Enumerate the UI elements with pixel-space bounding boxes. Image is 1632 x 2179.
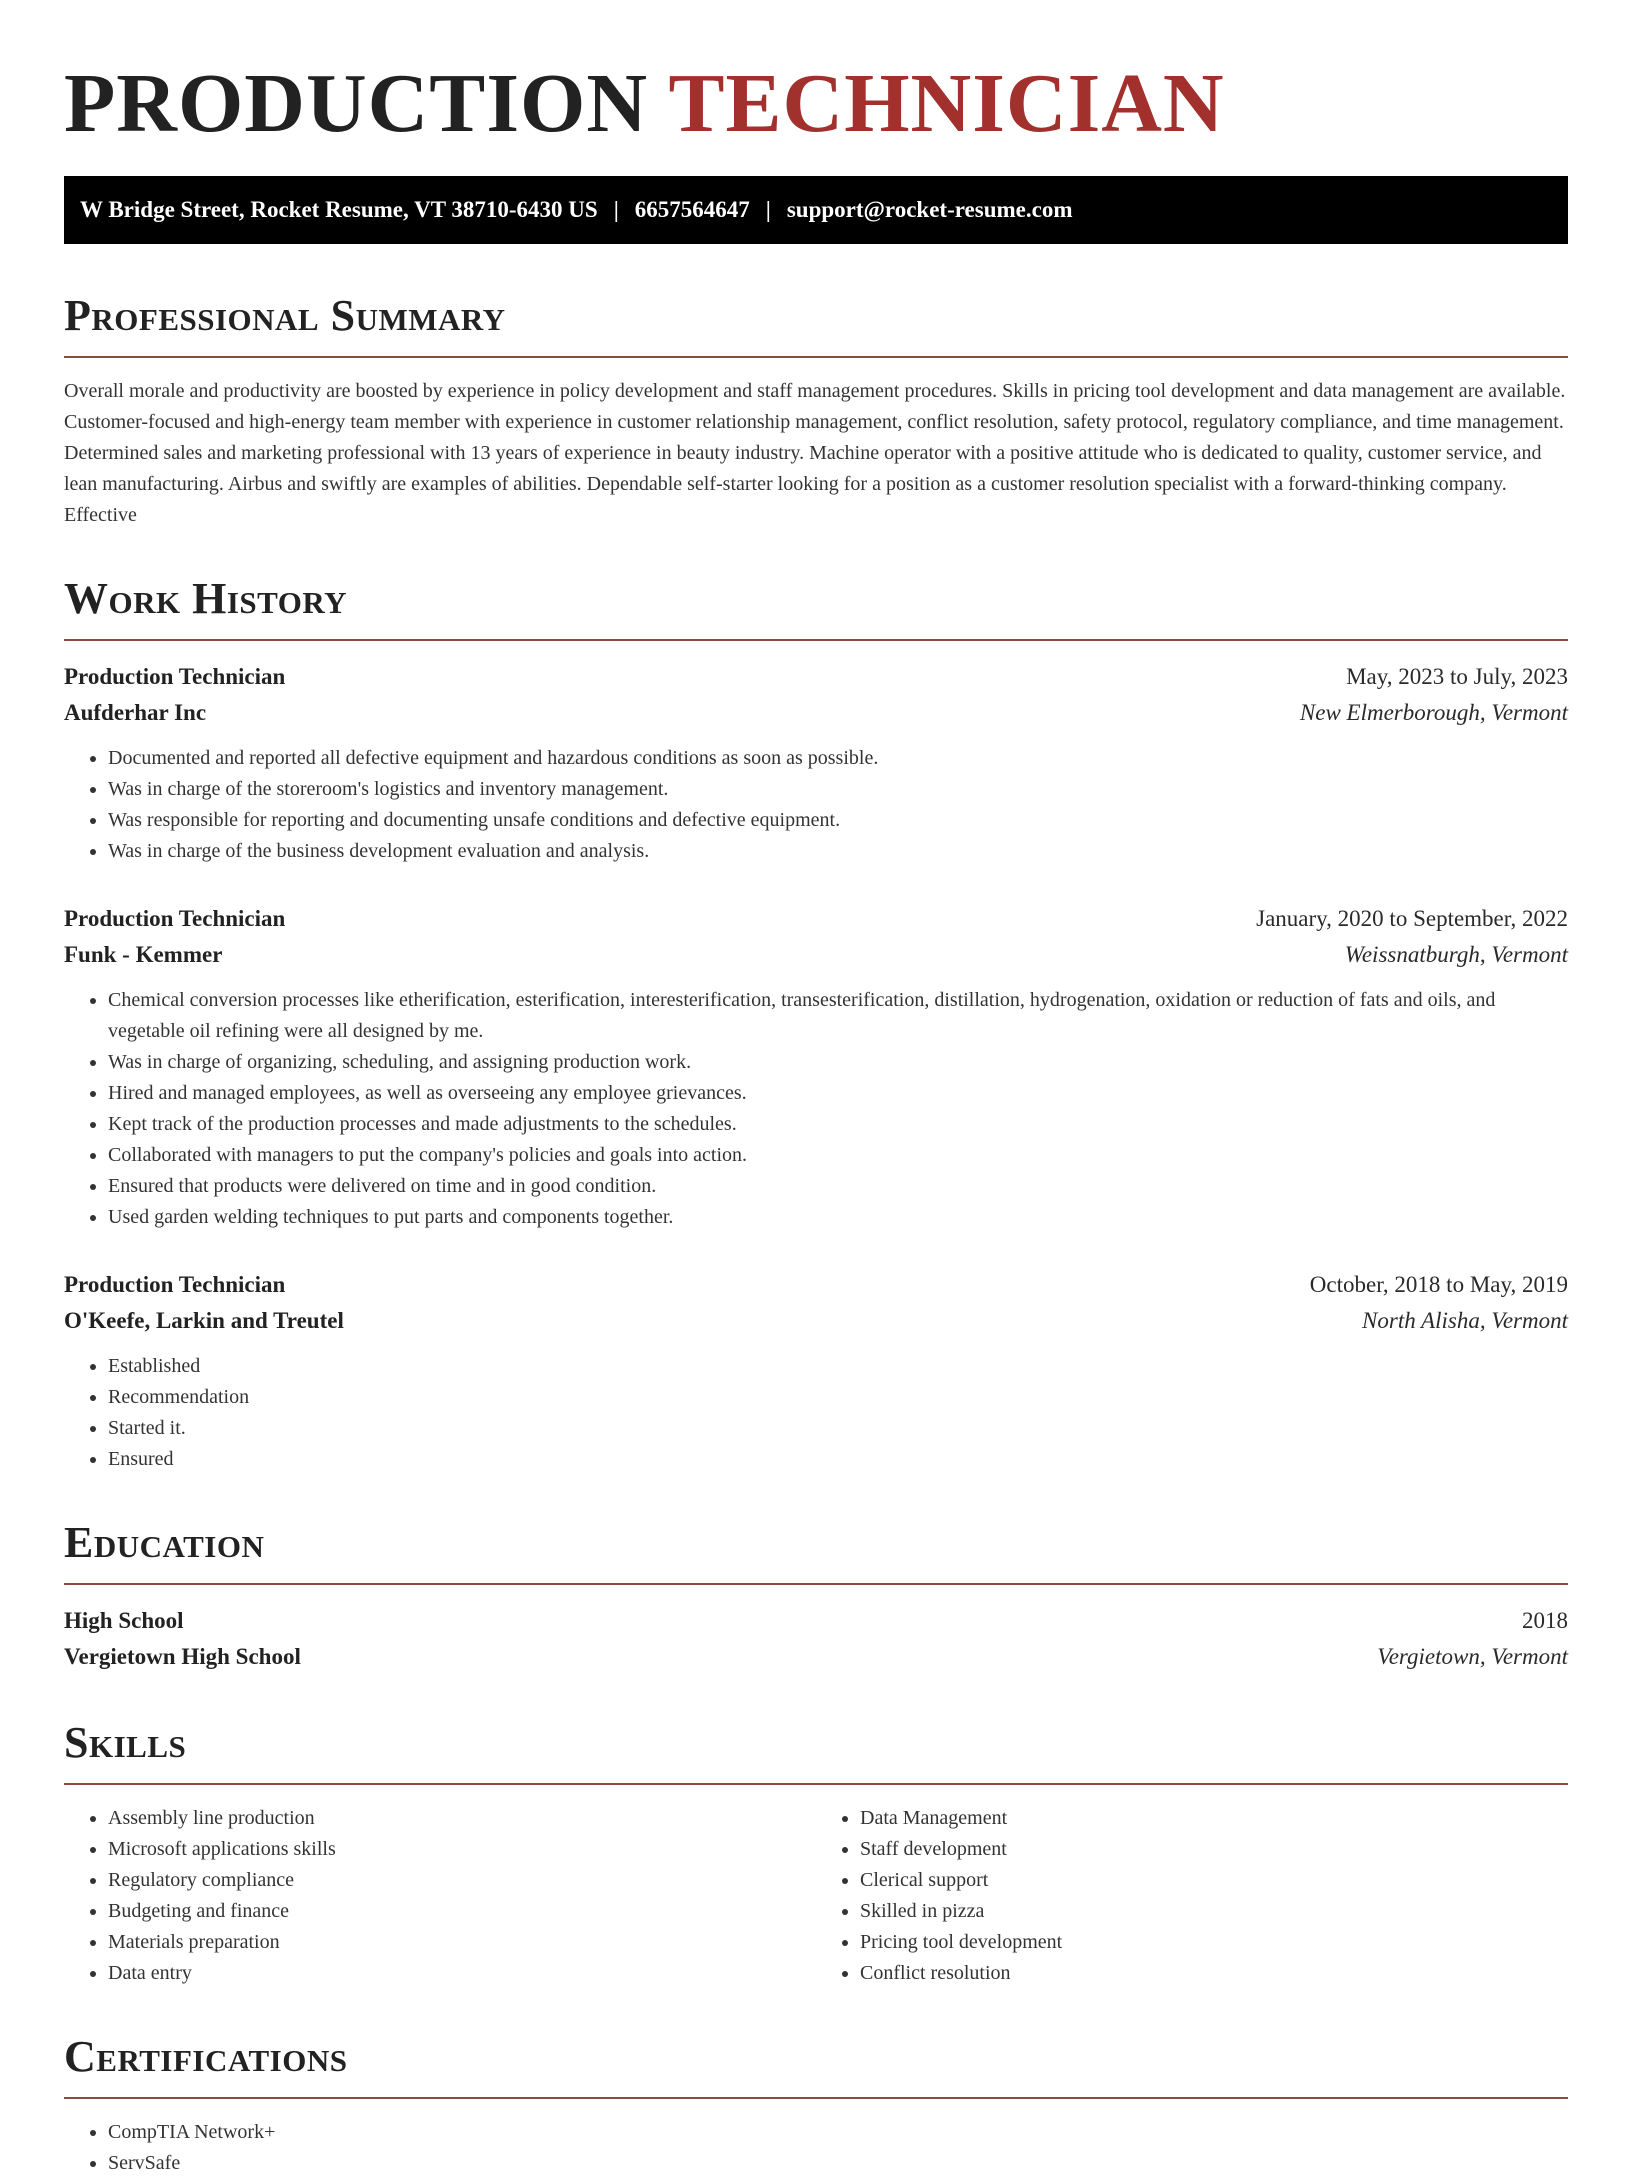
job-dates: January, 2020 to September, 2022 <box>1256 906 1568 931</box>
job-company: Aufderhar Inc <box>64 700 207 725</box>
job-header-row <box>64 659 1568 695</box>
contact-separator: | <box>613 197 619 222</box>
job-company-row <box>64 1303 1568 1339</box>
job-bullet: • Collaborated with managers to put the company's policies and goals into action. <box>108 1140 1568 1171</box>
job-bullet-list <box>64 743 1568 867</box>
skill-item: • Regulatory compliance <box>108 1865 816 1896</box>
job-bullet: • Was in charge of the storeroom's logistics and inventory management. <box>108 774 1568 805</box>
summary-section <box>64 290 1568 531</box>
education-section <box>64 1517 1568 1675</box>
skill-item: • Skilled in pizza <box>860 1896 1568 1927</box>
job-bullet: • Recommendation <box>108 1382 1568 1413</box>
job-dates: October, 2018 to May, 2019 <box>1309 1272 1568 1297</box>
summary-text: Overall morale and productivity are boosted by experience in policy development and staff management procedures. Skills in pricing tool development and data management are available. Customer-focused and high-energy team member with experience in customer relationship management, conflict resolution, safety protocol, regulatory compliance, and time management. Determined sales and marketing professional with 13 years of experience in beauty industry. Machine operator with a positive attitude who is dedicated to quality, customer service, and lean manufacturing. Airbus and swiftly are examples of abilities. Dependable self-starter looking for a position as a customer resolution specialist with a forward-thinking company. Effective <box>64 380 1566 526</box>
contact-phone: 6657564647 <box>634 197 750 222</box>
job-bullet: • Started it. <box>108 1413 1568 1444</box>
section-title-work-history: Work History <box>64 574 348 623</box>
job-company: O'Keefe, Larkin and Treutel <box>64 1308 344 1333</box>
job-bullet: • Was in charge of organizing, scheduling, and assigning production work. <box>108 1047 1568 1078</box>
section-divider <box>64 1783 1568 1785</box>
education-row <box>64 1639 1568 1675</box>
skill-item: • Microsoft applications skills <box>108 1834 816 1865</box>
skill-item: • Clerical support <box>860 1865 1568 1896</box>
contact-address: W Bridge Street, Rocket Resume, VT 38710-6430 US <box>80 197 598 222</box>
education-location: Vergietown, Vermont <box>1377 1644 1568 1669</box>
job-entry <box>64 901 1568 1233</box>
job-location: Weissnatburgh, Vermont <box>1344 942 1568 967</box>
contact-bar <box>64 176 1568 244</box>
job-bullet: • Chemical conversion processes like etherification, esterification, interesterification, transesterification, distillation, hydrogenation, oxidation or reduction of fats and oils, and vegetable oil refining were all designed by me. <box>108 985 1568 1047</box>
job-company: Funk - Kemmer <box>64 942 223 967</box>
job-title: Production Technician <box>64 906 286 931</box>
section-title-certifications: Certifications <box>64 2032 348 2081</box>
section-divider <box>64 1583 1568 1585</box>
skills-grid <box>64 1803 1568 1989</box>
job-bullet: • Documented and reported all defective equipment and hazardous conditions as soon as possible. <box>108 743 1568 774</box>
last-name: TECHNICIAN <box>668 57 1225 150</box>
job-entry <box>64 1267 1568 1475</box>
resume-name <box>64 58 1568 150</box>
education-row <box>64 1603 1568 1639</box>
job-company-row <box>64 695 1568 731</box>
education-year: 2018 <box>1522 1608 1568 1633</box>
job-title: Production Technician <box>64 664 286 689</box>
skills-section <box>64 1717 1568 1989</box>
skill-item: • Conflict resolution <box>860 1958 1568 1989</box>
job-bullet: • Hired and managed employees, as well as overseeing any employee grievances. <box>108 1078 1568 1109</box>
contact-separator: | <box>765 197 771 222</box>
contact-email: support@rocket-resume.com <box>786 197 1073 222</box>
job-bullet-list <box>64 1351 1568 1475</box>
skills-list-left <box>64 1803 816 1989</box>
job-company-row <box>64 937 1568 973</box>
education-degree: High School <box>64 1608 184 1633</box>
job-bullet: • Kept track of the production processes and made adjustments to the schedules. <box>108 1109 1568 1140</box>
section-divider <box>64 639 1568 641</box>
job-bullet-list <box>64 985 1568 1233</box>
skill-item: • Assembly line production <box>108 1803 816 1834</box>
job-bullet: • Ensured <box>108 1444 1568 1475</box>
section-title-education: Education <box>64 1518 265 1567</box>
skills-list-right <box>816 1803 1568 1989</box>
work-history-section <box>64 573 1568 1475</box>
job-bullet: • Established <box>108 1351 1568 1382</box>
job-header-row <box>64 901 1568 937</box>
first-name: PRODUCTION <box>64 57 649 150</box>
skill-item: • Staff development <box>860 1834 1568 1865</box>
job-bullet: • Was in charge of the business development evaluation and analysis. <box>108 836 1568 867</box>
job-bullet: • Was responsible for reporting and documenting unsafe conditions and defective equipment. <box>108 805 1568 836</box>
job-entry <box>64 659 1568 867</box>
job-header-row <box>64 1267 1568 1303</box>
certifications-section <box>64 2031 1568 2179</box>
skill-item: • Data Management <box>860 1803 1568 1834</box>
certification-item: • ServSafe <box>108 2148 1568 2179</box>
skill-item: • Data entry <box>108 1958 816 1989</box>
skill-item: • Pricing tool development <box>860 1927 1568 1958</box>
job-title: Production Technician <box>64 1272 286 1297</box>
section-divider <box>64 356 1568 358</box>
job-dates: May, 2023 to July, 2023 <box>1346 664 1568 689</box>
job-location: New Elmerborough, Vermont <box>1299 700 1568 725</box>
job-bullet: • Ensured that products were delivered on time and in good condition. <box>108 1171 1568 1202</box>
job-list <box>64 659 1568 1475</box>
job-location: North Alisha, Vermont <box>1362 1308 1568 1333</box>
certification-item: • CompTIA Network+ <box>108 2117 1568 2148</box>
job-bullet: • Used garden welding techniques to put parts and components together. <box>108 1202 1568 1233</box>
certifications-list <box>64 2117 1568 2179</box>
section-divider <box>64 2097 1568 2099</box>
education-school: Vergietown High School <box>64 1644 301 1669</box>
section-title-skills: Skills <box>64 1718 187 1767</box>
skill-item: • Budgeting and finance <box>108 1896 816 1927</box>
skill-item: • Materials preparation <box>108 1927 816 1958</box>
section-title-summary: Professional Summary <box>64 291 506 340</box>
